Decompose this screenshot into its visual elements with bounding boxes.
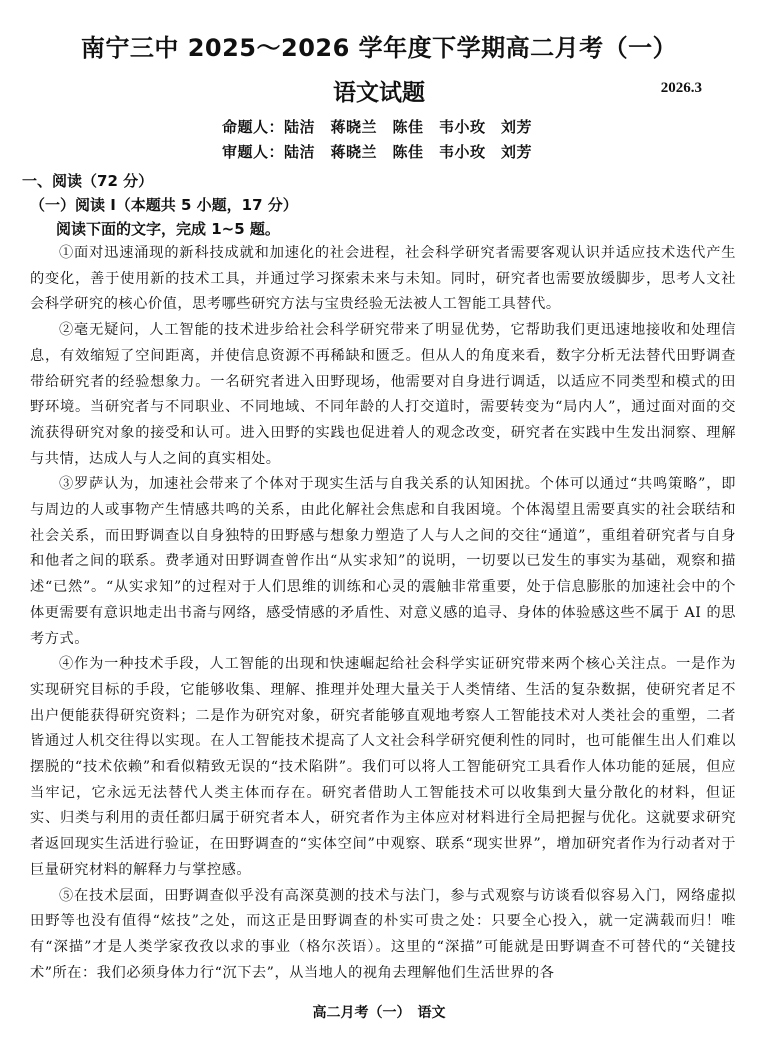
reading-instruction: 阅读下面的文字，完成 1~5 题。 <box>56 220 280 238</box>
paragraph-3: ③罗萨认为，加速社会带来了个体对于现实生活与自我关系的认知困扰。个体可以通过“共鸣策略”，即与周边的人或事物产生情感共鸣的关系，由此化解社会焦虑和自我困境。个体渴望且需要真实的社会联结和社会关系，而田野调查以自身独特的田野感与想象力塑造了人与人之间的交往“通道”，重组着研究者与自身和他者之间的联系。费孝通对田野调查曾作出“从实求知”的说明，一切要以已发生的事实为基础，观察和描述“已然”。“从实求知”的过程对于人们思维的训练和心灵的震触非常重要，处于信息膨胀的加速社会中的个体更需要有意识地走出书斋与网络，感受情感的矛盾性、对意义感的追寻、身体的体验感这些不属于 AI 的思考方式。 <box>30 476 736 647</box>
part-heading: （一）阅读 I（本题共 5 小题，17 分） <box>30 196 298 214</box>
passage <box>30 241 736 986</box>
page-footer: 高二月考（一） 语文 <box>312 1005 446 1021</box>
question-reviewers: 审题人：陆洁 蒋晓兰 陈佳 韦小玫 刘芳 <box>222 143 533 161</box>
paragraph-2: ②毫无疑问，人工智能的技术进步给社会科学研究带来了明显优势，它帮助我们更迅速地接收和处理信息，有效缩短了空间距离，并使信息资源不再稀缺和匮乏。但从人的角度来看，数字分析无法替代田野调查带给研究者的经验想象力。一名研究者进入田野现场，他需要对自身进行调适，以适应不同类型和模式的田野环境。当研究者与不同职业、不同地域、不同年龄的人打交道时，需要转变为“局内人”，通过面对面的交流获得研究对象的接受和认可。进入田野的实践也促进着人的观念改变，研究者在实践中生发出洞察、理解与共情，达成人与人之间的真实相处。 <box>30 322 736 467</box>
section-heading: 一、阅读（72 分） <box>22 172 154 190</box>
question-setters: 命题人：陆洁 蒋晓兰 陈佳 韦小玫 刘芳 <box>222 118 533 136</box>
paragraph-1: ①面对迅速涌现的新科技成就和加速化的社会进程，社会科学研究者需要客观认识并适应技术迭代产生的变化，善于使用新的技术工具，并通过学习探索未来与未知。同时，研究者也需要放缓脚步，思考人文社会科学研究的核心价值，思考哪些研究方法与宝贵经验无法被人工智能工具替代。 <box>30 245 736 313</box>
exam-subtitle: 语文试题 <box>333 80 425 106</box>
exam-date: 2026.3 <box>660 80 702 96</box>
paragraph-5: ⑤在技术层面，田野调查似乎没有高深莫测的技术与法门，参与式观察与访谈看似容易入门，网络虚拟田野等也没有值得“炫技”之处，而这正是田野调查的朴实可贵之处：只要全心投入，就一定满载而归！唯有“深描”才是人类学家孜孜以求的事业（格尔茨语）。这里的“深描”可能就是田野调查不可替代的“关键技术”所在：我们必须身体力行“沉下去”，从当地人的视角去理解他们生活世界的各 <box>30 887 736 981</box>
paragraph-4: ④作为一种技术手段，人工智能的出现和快速崛起给社会科学实证研究带来两个核心关注点。一是作为实现研究目标的手段，它能够收集、理解、推理并处理大量关于人类情绪、生活的复杂数据，使研究者足不出户便能获得研究资料；二是作为研究对象，研究者能够直观地考察人工智能技术对人类社会的重塑，二者皆通过人机交往得以实现。在人工智能技术提高了人文社会科学研究便利性的同时，也可能催生出人们难以摆脱的“技术依赖”和看似精致无误的“技术陷阱”。我们可以将人工智能研究工具看作人体功能的延展，但应当牢记，它永远无法替代人类主体而存在。研究者借助人工智能技术可以收集到大量分散化的材料，但证实、归类与利用的责任都归属于研究者本人，研究者作为主体应对材料进行全局把握与优化。这就要求研究者返回现实生活进行验证，在田野调查的“实体空间”中观察、联系“现实世界”，增加研究者作为行动者对于巨量研究材料的解释力与掌控感。 <box>30 656 736 878</box>
exam-title: 南宁三中 2025～2026 学年度下学期高二月考（一） <box>80 34 678 62</box>
